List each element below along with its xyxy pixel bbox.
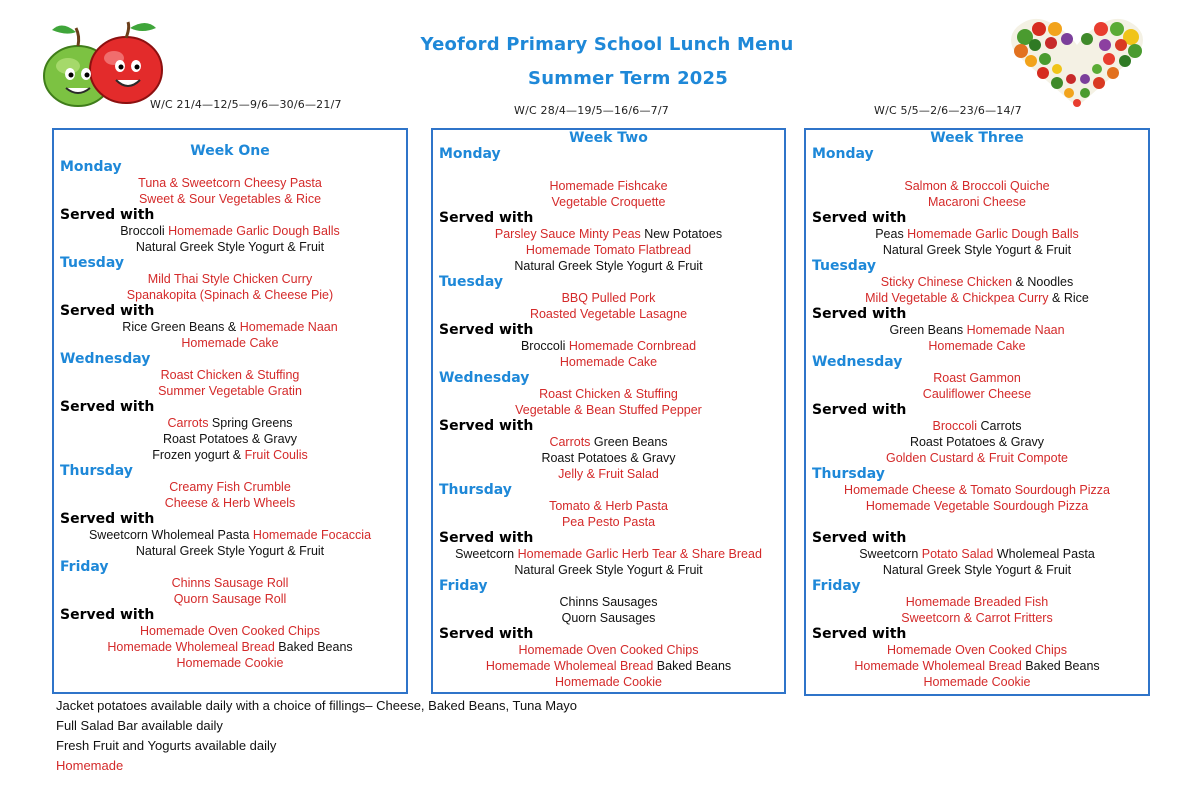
served-with-heading: Served with: [60, 207, 155, 223]
menu-item: [60, 335, 400, 351]
homemade-dish-text: Homemade Tomato Flatbread: [525, 243, 692, 257]
homemade-dish-text: Homemade Vegetable Sourdough Pizza: [865, 499, 1089, 513]
week-one-panel: [52, 128, 408, 694]
day-heading: Tuesday: [60, 255, 124, 271]
served-with-heading: Served with: [60, 511, 155, 527]
served-with-heading: Served with: [812, 626, 907, 642]
homemade-dish-text: Vegetable & Bean Stuffed Pepper: [515, 403, 702, 417]
homemade-dish-text: Homemade Oven Cooked Chips: [140, 624, 320, 638]
homemade-dish-text: Homemade Wholemeal Bread: [485, 659, 657, 673]
week-title: Week One: [190, 143, 270, 159]
homemade-dish-text: Potato Salad: [921, 547, 997, 561]
homemade-dish-text: Golden Custard & Fruit Compote: [885, 451, 1069, 465]
menu-title: Yeoford Primary School Lunch Menu: [420, 34, 794, 55]
week-three-menu: [812, 146, 1142, 690]
served-with-heading: Served with: [812, 210, 907, 226]
dish-text: New Potatoes: [644, 227, 723, 241]
menu-item: [60, 367, 400, 383]
menu-item: [439, 194, 778, 210]
menu-item: [812, 658, 1142, 674]
homemade-dish-text: Homemade Cake: [928, 339, 1026, 353]
term-subtitle: Summer Term 2025: [528, 68, 728, 89]
dish-text: Natural Greek Style Yogurt & Fruit: [135, 544, 325, 558]
dish-text: Peas: [875, 227, 908, 241]
menu-item: [439, 354, 778, 370]
homemade-dish-text: Homemade Cake: [181, 336, 279, 350]
homemade-dish-text: Vegetable Croquette: [551, 195, 666, 209]
day-heading: Tuesday: [439, 274, 503, 290]
dish-text: Broccoli: [120, 224, 169, 238]
day-heading: Wednesday: [439, 370, 530, 386]
homemade-dish-text: Parsley Sauce Minty Peas: [494, 227, 645, 241]
week-title: Week Three: [930, 130, 1024, 146]
homemade-dish-text: Homemade Wholemeal Bread: [854, 659, 1026, 673]
menu-item: [439, 546, 778, 562]
salad-bar-note: Full Salad Bar available daily: [56, 718, 223, 733]
menu-item: [60, 655, 400, 671]
homemade-dish-text: Homemade Cookie: [555, 675, 662, 689]
homemade-dish-text: Homemade Naan: [966, 323, 1065, 337]
menu-item: [812, 290, 1142, 306]
day-heading: Wednesday: [812, 354, 903, 370]
homemade-dish-text: Sweetcorn & Carrot Fritters: [901, 611, 1053, 625]
homemade-dish-text: BBQ Pulled Pork: [561, 291, 656, 305]
dish-text: & Noodles: [1015, 275, 1074, 289]
homemade-dish-text: Homemade Fishcake: [549, 179, 668, 193]
menu-item: [60, 543, 400, 559]
menu-item: [812, 322, 1142, 338]
dish-text: & Rice: [1052, 291, 1089, 305]
week-two-panel: [431, 128, 786, 694]
menu-item: [812, 674, 1142, 690]
menu-item: [812, 338, 1142, 354]
menu-item: [439, 402, 778, 418]
menu-item: [60, 383, 400, 399]
spacer: [812, 514, 1142, 530]
day-heading: Friday: [60, 559, 109, 575]
day-heading: Thursday: [439, 482, 512, 498]
served-with-heading: Served with: [439, 210, 534, 226]
week-one-menu: [60, 159, 400, 671]
menu-item: [60, 223, 400, 239]
homemade-dish-text: Roast Chicken & Stuffing: [160, 368, 300, 382]
jacket-potato-note: Jacket potatoes available daily with a choice of fillings– Cheese, Baked Beans, Tuna Mayo: [56, 698, 578, 713]
homemade-dish-text: Fruit Coulis: [244, 448, 308, 462]
homemade-dish-text: Salmon & Broccoli Quiche: [904, 179, 1050, 193]
day-heading: Tuesday: [812, 258, 876, 274]
menu-item: [812, 642, 1142, 658]
homemade-dish-text: Jelly & Fruit Salad: [558, 467, 659, 481]
menu-item: [439, 450, 778, 466]
spacer: [439, 162, 778, 178]
menu-item: [60, 191, 400, 207]
homemade-dish-text: Roast Gammon: [933, 371, 1021, 385]
menu-item: [439, 386, 778, 402]
menu-item: [812, 226, 1142, 242]
dish-text: Natural Greek Style Yogurt & Fruit: [514, 563, 703, 577]
apples-logo-icon: [38, 18, 168, 108]
dish-text: Chinns Sausages: [559, 595, 658, 609]
menu-item: [439, 466, 778, 482]
day-heading: Monday: [812, 146, 874, 162]
menu-item: [812, 242, 1142, 258]
menu-item: [812, 386, 1142, 402]
menu-item: [60, 287, 400, 303]
menu-item: [439, 658, 778, 674]
dish-text: Rice Green Beans &: [122, 320, 240, 334]
dish-text: Green Beans: [889, 323, 967, 337]
day-heading: Monday: [60, 159, 122, 175]
menu-item: [439, 562, 778, 578]
homemade-dish-text: Homemade Oven Cooked Chips: [518, 643, 699, 657]
menu-item: [812, 610, 1142, 626]
menu-item: [60, 495, 400, 511]
week-title: Week Two: [569, 130, 648, 146]
homemade-dish-text: Homemade Cookie: [923, 675, 1031, 689]
menu-item: [812, 434, 1142, 450]
homemade-dish-text: Tuna & Sweetcorn Cheesy Pasta: [138, 176, 322, 190]
homemade-dish-text: Sticky Chinese Chicken: [880, 275, 1016, 289]
dish-text: Quorn Sausages: [561, 611, 656, 625]
menu-item: [439, 338, 778, 354]
dish-text: Natural Greek Style Yogurt & Fruit: [514, 259, 703, 273]
menu-item: [60, 527, 400, 543]
served-with-heading: Served with: [812, 306, 907, 322]
dish-text: Roast Potatoes & Gravy: [541, 451, 676, 465]
served-with-heading: Served with: [60, 303, 155, 319]
homemade-dish-text: Homemade Focaccia: [252, 528, 372, 542]
dish-text: Frozen yogurt &: [152, 448, 245, 462]
dish-text: Green Beans: [593, 435, 668, 449]
menu-item: [439, 178, 778, 194]
menu-item: [812, 370, 1142, 386]
menu-item: [60, 415, 400, 431]
menu-item: [439, 642, 778, 658]
dish-text: Baked Beans: [278, 640, 353, 654]
menu-item: [60, 175, 400, 191]
homemade-dish-text: Mild Vegetable & Chickpea Curry: [865, 291, 1053, 305]
homemade-dish-text: Homemade Oven Cooked Chips: [887, 643, 1067, 657]
served-with-heading: Served with: [439, 626, 534, 642]
served-with-heading: Served with: [812, 402, 907, 418]
dish-text: Carrots: [980, 419, 1022, 433]
day-heading: Friday: [439, 578, 488, 594]
homemade-dish-text: Chinns Sausage Roll: [171, 576, 289, 590]
menu-item: [439, 610, 778, 626]
dish-text: Natural Greek Style Yogurt & Fruit: [882, 243, 1072, 257]
menu-item: [812, 194, 1142, 210]
homemade-dish-text: Homemade Wholemeal Bread: [107, 640, 279, 654]
homemade-dish-text: Carrots: [167, 416, 212, 430]
dish-text: Sweetcorn: [455, 547, 518, 561]
homemade-dish-text: Quorn Sausage Roll: [173, 592, 287, 606]
homemade-dish-text: Roast Chicken & Stuffing: [539, 387, 678, 401]
homemade-dish-text: Summer Vegetable Gratin: [158, 384, 302, 398]
dish-text: Spring Greens: [211, 416, 293, 430]
menu-item: [439, 434, 778, 450]
homemade-dish-text: Pea Pesto Pasta: [561, 515, 656, 529]
homemade-colour-key: Homemade: [56, 758, 124, 773]
menu-item: [439, 290, 778, 306]
week-three-dates: W/C 5/5—2/6—23/6—14/7: [874, 104, 1022, 117]
menu-item: [812, 178, 1142, 194]
menu-item: [60, 319, 400, 335]
homemade-dish-text: Homemade Breaded Fish: [905, 595, 1049, 609]
dish-text: Baked Beans: [656, 659, 732, 673]
homemade-dish-text: Carrots: [549, 435, 594, 449]
menu-item: [812, 482, 1142, 498]
dish-text: Natural Greek Style Yogurt & Fruit: [882, 563, 1072, 577]
menu-item: [439, 674, 778, 690]
served-with-heading: Served with: [60, 607, 155, 623]
homemade-dish-text: Creamy Fish Crumble: [169, 480, 291, 494]
menu-item: [439, 226, 778, 242]
served-with-heading: Served with: [439, 418, 534, 434]
homemade-dish-text: Cheese & Herb Wheels: [164, 496, 296, 510]
dish-text: Broccoli: [520, 339, 569, 353]
menu-item: [812, 498, 1142, 514]
menu-item: [60, 639, 400, 655]
homemade-dish-text: Sweet & Sour Vegetables & Rice: [138, 192, 322, 206]
menu-item: [60, 239, 400, 255]
day-heading: Thursday: [60, 463, 133, 479]
homemade-dish-text: Homemade Cake: [559, 355, 658, 369]
menu-item: [60, 271, 400, 287]
dish-text: Sweetcorn Wholemeal Pasta: [88, 528, 253, 542]
day-heading: Monday: [439, 146, 501, 162]
week-two-dates: W/C 28/4—19/5—16/6—7/7: [514, 104, 669, 117]
dish-text: Wholemeal Pasta: [996, 547, 1095, 561]
menu-item: [812, 274, 1142, 290]
week-two-menu: [439, 146, 778, 690]
menu-item: [439, 242, 778, 258]
menu-item: [439, 514, 778, 530]
spacer: [812, 162, 1142, 178]
homemade-dish-text: Homemade Cornbread: [568, 339, 697, 353]
dish-text: Roast Potatoes & Gravy: [162, 432, 298, 446]
menu-item: [439, 258, 778, 274]
menu-item: [812, 594, 1142, 610]
day-heading: Friday: [812, 578, 861, 594]
served-with-heading: Served with: [60, 399, 155, 415]
week-one-dates: W/C 21/4—12/5—9/6—30/6—21/7: [150, 98, 342, 111]
homemade-dish-text: Tomato & Herb Pasta: [549, 499, 668, 513]
served-with-heading: Served with: [439, 530, 534, 546]
menu-item: [60, 447, 400, 463]
homemade-dish-text: Broccoli: [932, 419, 981, 433]
week-three-panel: [804, 128, 1150, 696]
menu-item: [812, 562, 1142, 578]
fruit-yogurt-note: Fresh Fruit and Yogurts available daily: [56, 738, 277, 753]
menu-item: [60, 591, 400, 607]
menu-item: [60, 431, 400, 447]
day-heading: Wednesday: [60, 351, 151, 367]
menu-item: [60, 575, 400, 591]
homemade-dish-text: Spanakopita (Spinach & Cheese Pie): [126, 288, 334, 302]
dish-text: Baked Beans: [1025, 659, 1100, 673]
homemade-dish-text: Homemade Cheese & Tomato Sourdough Pizza: [844, 483, 1110, 497]
menu-item: [60, 479, 400, 495]
homemade-dish-text: Macaroni Cheese: [928, 195, 1026, 209]
served-with-heading: Served with: [439, 322, 534, 338]
menu-item: [439, 498, 778, 514]
homemade-dish-text: Homemade Garlic Herb Tear & Share Bread: [517, 547, 762, 561]
vegetable-heart-logo-icon: [1005, 15, 1150, 110]
menu-item: [812, 450, 1142, 466]
homemade-dish-text: Cauliflower Cheese: [922, 387, 1032, 401]
dish-text: Natural Greek Style Yogurt & Fruit: [135, 240, 325, 254]
menu-item: [812, 418, 1142, 434]
dish-text: Roast Potatoes & Gravy: [909, 435, 1045, 449]
homemade-dish-text: Roasted Vegetable Lasagne: [529, 307, 688, 321]
day-heading: Thursday: [812, 466, 885, 482]
menu-notes: [56, 696, 577, 776]
homemade-dish-text: Homemade Cookie: [176, 656, 284, 670]
menu-item: [812, 546, 1142, 562]
menu-item: [60, 623, 400, 639]
homemade-dish-text: Mild Thai Style Chicken Curry: [147, 272, 313, 286]
served-with-heading: Served with: [812, 530, 907, 546]
homemade-dish-text: Homemade Garlic Dough Balls: [907, 227, 1079, 241]
menu-item: [439, 594, 778, 610]
homemade-dish-text: Homemade Garlic Dough Balls: [168, 224, 340, 238]
menu-item: [439, 306, 778, 322]
dish-text: Sweetcorn: [859, 547, 922, 561]
homemade-dish-text: Homemade Naan: [239, 320, 338, 334]
